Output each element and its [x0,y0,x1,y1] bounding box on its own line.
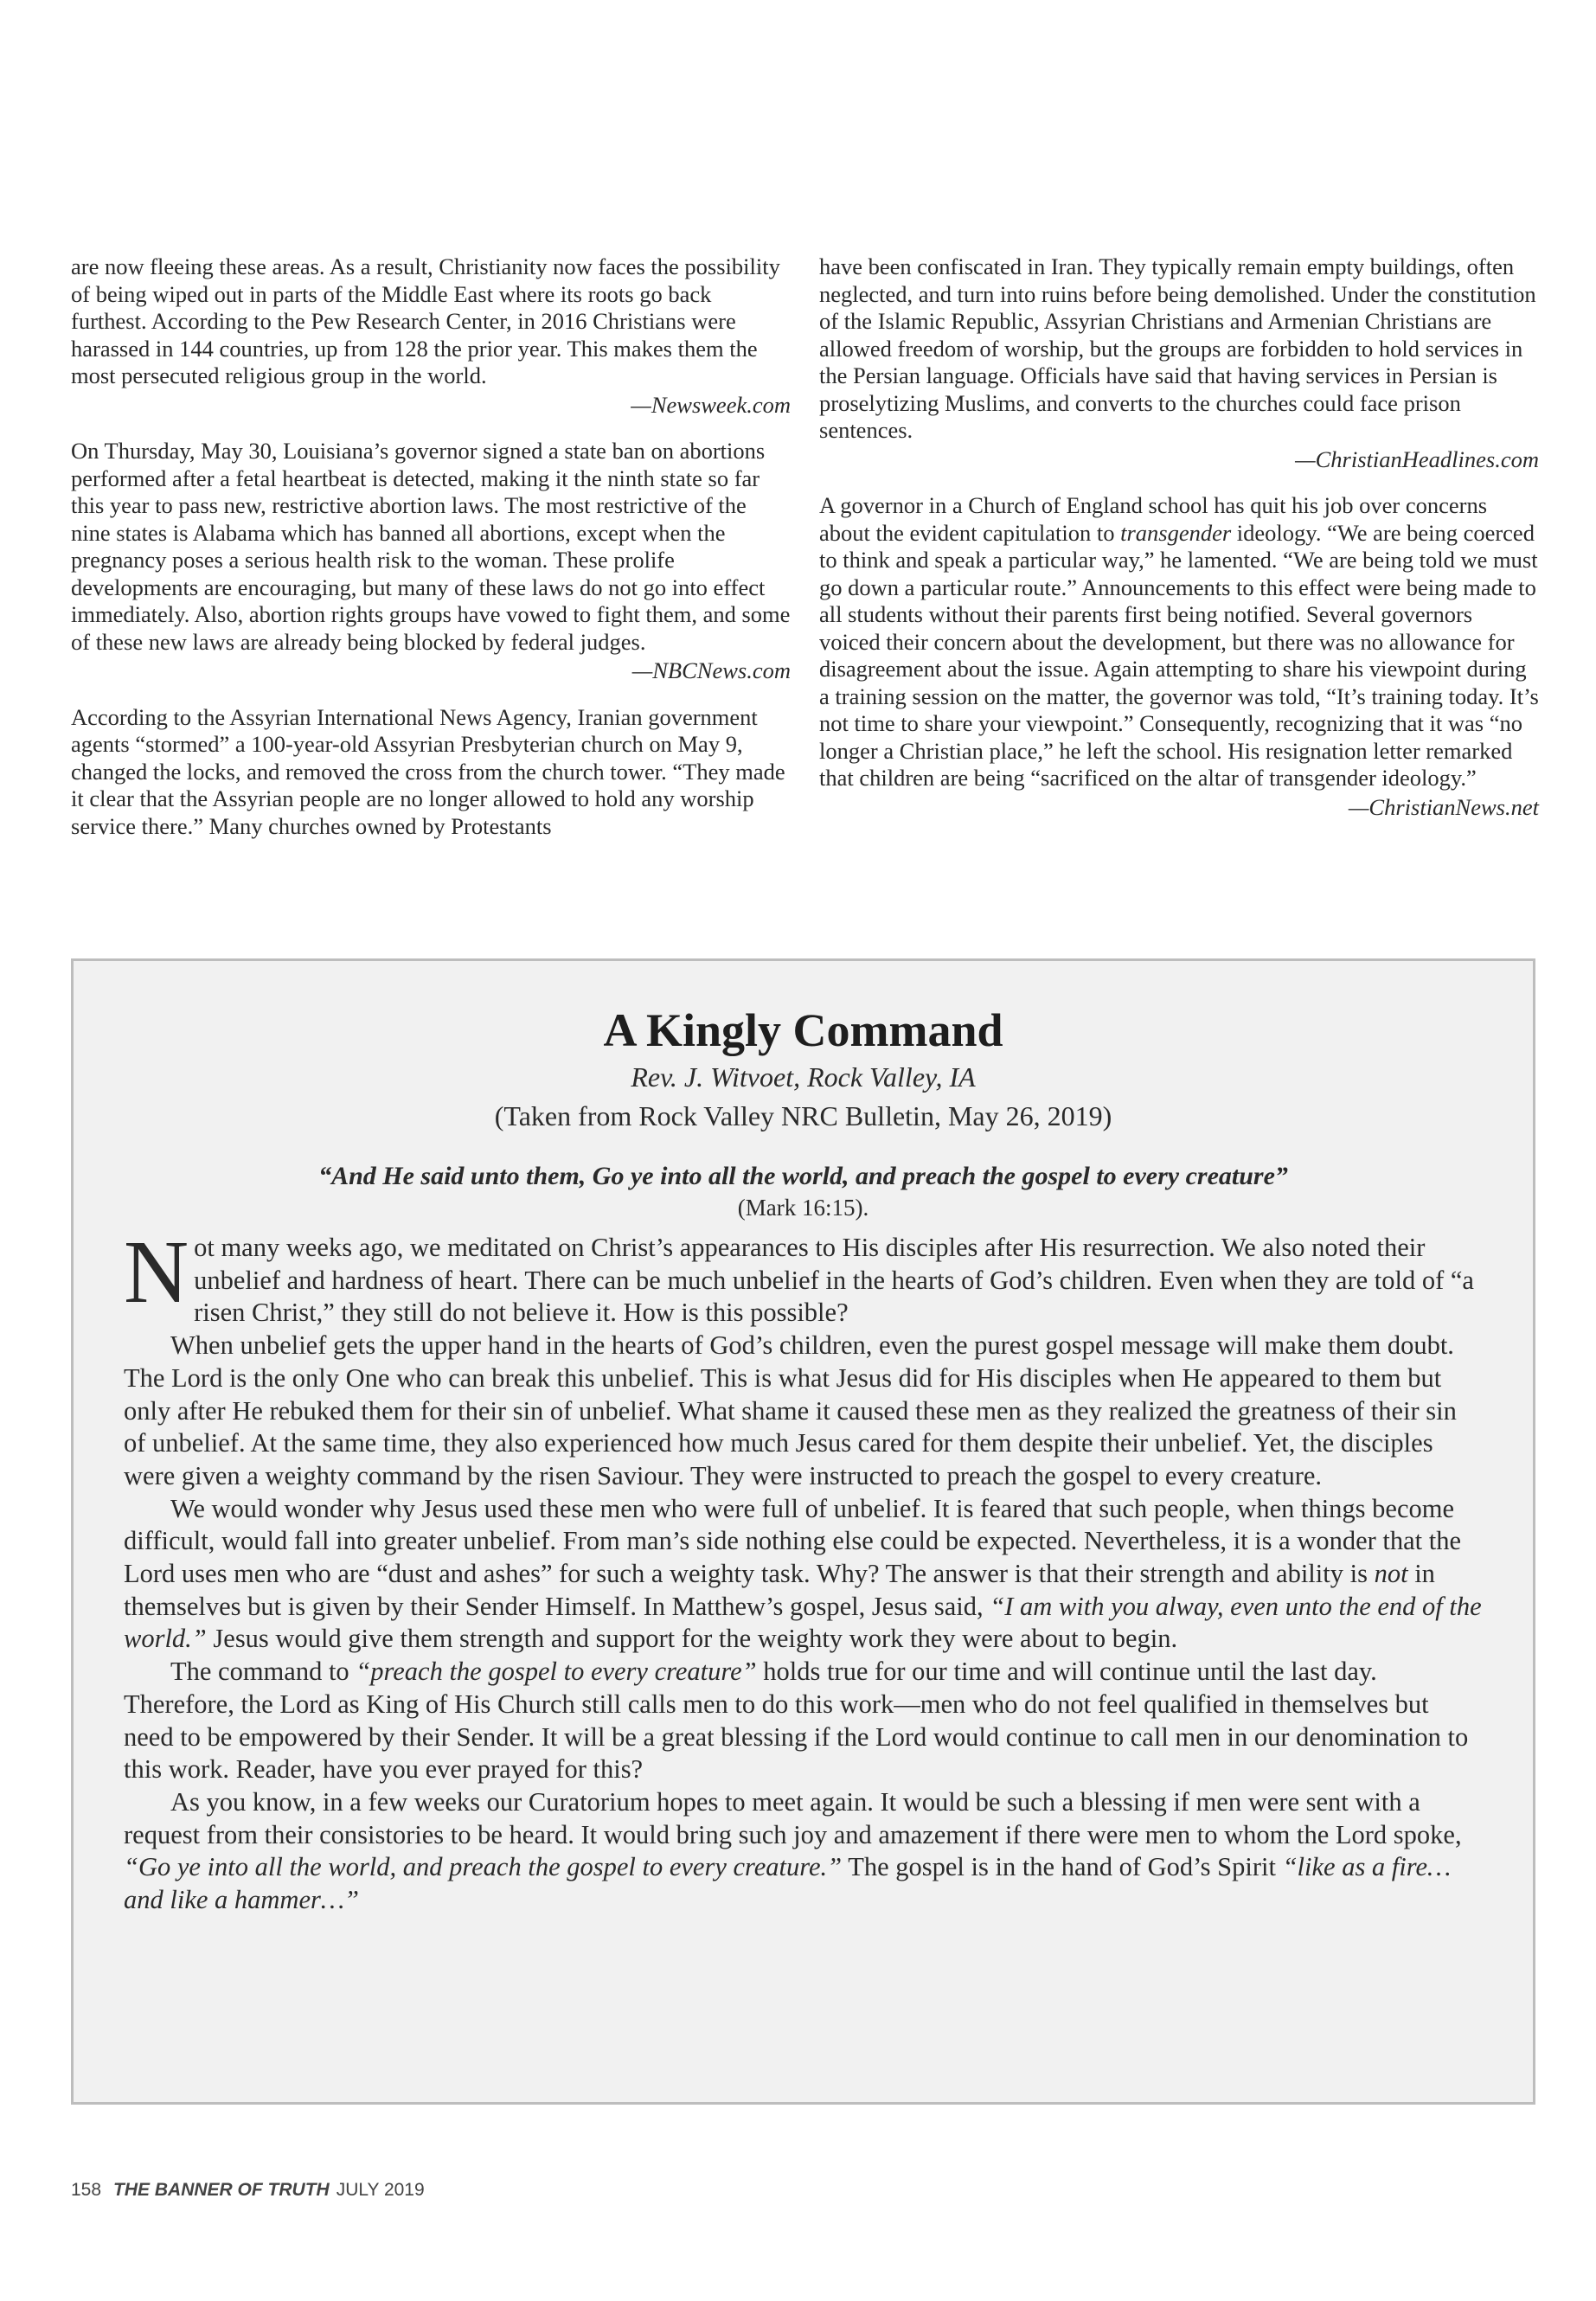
page-footer [71,2180,425,2201]
publication-name: THE BANNER OF TRUTH [113,2180,330,2200]
news-text-emphasis: transgender [1120,519,1232,546]
news-source: —NBCNews.com [631,657,791,683]
article-verse: “And He said unto them, Go ye into all the world, and preach the gospel to every creature” [318,1162,1288,1190]
news-text [819,492,1539,792]
page-number: 158 [71,2180,102,2200]
news-item [71,704,791,841]
article-paragraph [124,1493,1483,1657]
paragraph-text: The gospel is in the hand of God’s Spirit [842,1852,1283,1882]
article-box [71,958,1535,2105]
paragraph-text: holds true for our time and will continue until the last day. Therefore, the Lord as King of His Church still calls men to do this work—men who do not feel qualified in themselves but need to be empowered by their Sender. It will be a great blessing if the Lord would continue to call men in our denomination to this work. Reader, have you ever prayed for this? [124,1657,1469,1785]
news-text-part: ideology. “We are being coerced to think and speak a particular way,” he lamented. “We are being told we must go down a particular route.” Announcements to this effect were being made to all students without their parents first being notified. Several governors voiced their concern about the development, but there was no allowance for disagreement about the issue. Again attempting to share his viewpoint during a training session on the matter, the governor was told, “It’s training today. It’s not time to share your viewpoint.” Consequently, recognizing that it was “no longer a Christian place,” he left the school. His resignation letter remarked that children are being “sacrificed on the altar of transgender ideology.” [819,519,1539,791]
article-body [124,1222,1483,1917]
paragraph-text: in themselves but is given by their Sender Himself. In Matthew’s gospel, Jesus said, [124,1559,1435,1621]
news-item [819,492,1539,821]
news-text: According to the Assyrian International News Agency, Iranian government agents “stormed” a 100-year-old Assyrian Presbyterian church on May 9, changed the locks, and removed the cross from the church tower. “They made it clear that the Assyrian people are no longer allowed to hold any worship service there.” Many churches owned by Protestants [71,703,785,839]
issue-date: JULY 2019 [336,2180,425,2200]
paragraph-emphasis: “Go ye into all the world, and preach the gospel to every creature.” [124,1852,843,1882]
paragraph-text: We would wonder why Jesus used these men who were full of unbelief. It is feared that such people, when things become difficult, would fall into greater unbelief. From man’s side nothing else could be expected. Nevertheless, it is a wonder that the Lord uses men who are “dust and ashes” for such a weighty task. Why? The answer is that their strength and ability is [124,1493,1462,1589]
article-paragraph [124,1786,1483,1917]
paragraph-emphasis: “I am with you alway, even unto the end of the world.” [124,1591,1482,1654]
news-text-part: A governor in a Church of England school has quit his job over concerns about the evident capitulation to [819,492,1488,546]
news-text: have been confiscated in Iran. They typically remain empty buildings, often neglected, and turn into ruins before being demolished. Under the constitution of the Islamic Republic, Assyrian Christians and Armenian Christians are allowed freedom of worship, but the groups are forbidden to hold services in the Persian language. Officials have said that having services in Persian is proselytizing Muslims, and converts to the churches could face prison sentences. [819,253,1536,443]
article-verse-reference: (Mark 16:15). [737,1195,869,1221]
news-item [819,253,1539,473]
news-text: are now fleeing these areas. As a result, Christianity now faces the possibility of being wiped out in parts of the Middle East where its roots go back furthest. According to the Pew Research Center, in 2016 Christians were harassed in 144 countries, up from 128 the prior year. This makes them the most persecuted religious group in the world. [71,253,780,388]
paragraph-emphasis: “like as a fire…and like a hammer…” [124,1852,1452,1915]
paragraph-text: ot many weeks ago, we meditated on Christ’s appearances to His disciples after His resurrection. We also noted their unbelief and hardness of heart. There can be much unbelief in the hearts of God’s children. Even when they are told of “a risen Christ,” they still do not believe it. How is this possible? [194,1233,1474,1328]
right-news-column [819,253,1539,840]
news-source: —Newsweek.com [631,391,791,418]
left-news-column [71,253,791,840]
news-text: On Thursday, May 30, Louisiana’s governor signed a state ban on abortions performed after a fetal heartbeat is detected, making it the ninth state so far this year to pass new, restrictive abortion laws. The most restrictive of the nine states is Alabama which has banned all abortions, except when the pregnancy poses a serious health risk to the woman. These prolife developments are encouraging, but many of these laws do not go into effect immediately. Also, abortion rights groups have vowed to fight them, and some of these new laws are already being blocked by federal judges. [71,438,791,655]
paragraph-text: As you know, in a few weeks our Curatorium hopes to meet again. It would be such a blessing if men were sent with a request from their consistories to be heard. It would bring such joy and amazement if there were men to whom the Lord spoke, [124,1786,1462,1849]
article-source-note: (Taken from Rock Valley NRC Bulletin, May 26, 2019) [494,1100,1112,1131]
article-author: Rev. J. Witvoet, Rock Valley, IA [631,1061,976,1093]
paragraph-emphasis: “preach the gospel to every creature” [356,1657,757,1687]
drop-cap: N [124,1222,189,1322]
news-source: —ChristianHeadlines.com [1295,445,1539,472]
paragraph-text: The command to [170,1657,356,1687]
news-item [71,438,791,685]
news-source: —ChristianNews.net [1348,793,1539,820]
article-paragraph [124,1656,1483,1786]
news-item [71,253,791,419]
paragraph-text: Jesus would give them strength and support for the weighty work they were about to begin. [206,1624,1178,1654]
article-paragraph [124,1222,1483,1330]
article-title: A Kingly Command [603,1004,1003,1056]
article-paragraph: When unbelief gets the upper hand in the hearts of God’s children, even the purest gospel message will make them doubt. The Lord is the only One who can break this unbelief. This is what Jesus did for His disciples when He appeared to them but only after He rebuked them for their sin of unbelief. What shame it caused these men as they realized the greatness of their sin of unbelief. At the same time, they also experienced how much Jesus cared for them despite their unbelief. Yet, the disciples were given a weighty command by the risen Saviour. They were instructed to preach the gospel to every creature. [124,1330,1457,1490]
paragraph-emphasis: not [1374,1559,1408,1589]
